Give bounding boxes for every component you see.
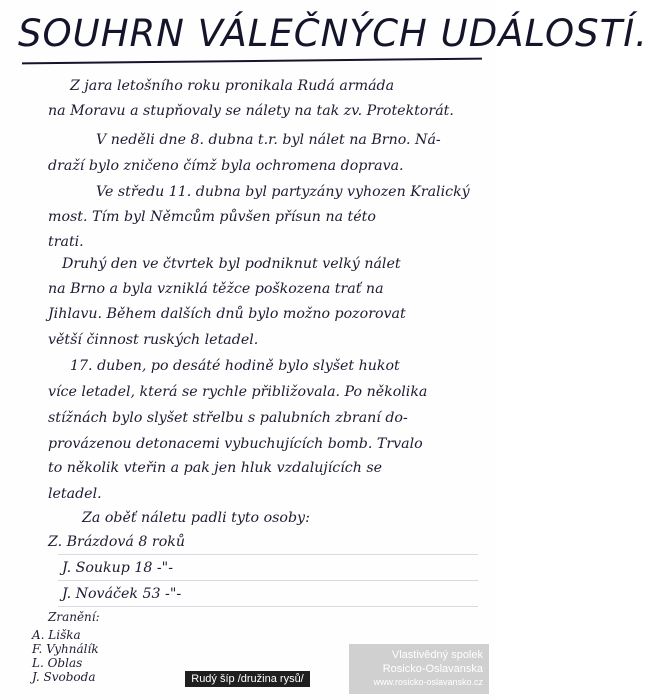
handwritten-line-text: trati. <box>48 234 84 250</box>
handwritten-line-text: stížnách bylo slyšet střelbu s palubních zbraní do- <box>48 410 408 426</box>
handwritten-line-text: A. Liška <box>32 628 81 642</box>
handwritten-line-text: více letadel, která se rychle přibližovala. Po několika <box>48 384 428 400</box>
handwritten-line-text: L. Oblas <box>32 656 83 670</box>
handwritten-line-text: J. Soukup 18 -"- <box>62 560 174 576</box>
handwritten-line-text: 17. duben, po desáté hodině bylo slyšet hukot <box>70 358 400 374</box>
handwritten-line-text: to několik vteřin a pak jen hluk vzdalujících se <box>48 460 383 476</box>
handwritten-line-text: Druhý den ve čtvrtek byl podniknut velký nálet <box>62 256 401 272</box>
handwritten-line-text: J. Nováček 53 -"- <box>62 586 182 602</box>
handwritten-line-text: Z jara letošního roku pronikala Rudá armáda <box>70 78 395 94</box>
handwritten-line-text: na Moravu a stupňovaly se nálety na tak zv. Protektorát. <box>48 103 454 119</box>
handwritten-line-text: Za oběť náletu padli tyto osoby: <box>82 510 310 526</box>
page-title: SOUHRN VÁLEČNÝCH UDÁLOSTÍ. <box>18 12 648 55</box>
handwritten-line-text: Zranění: <box>48 610 100 624</box>
handwritten-line-text: V neděli dne 8. dubna t.r. byl nálet na Brno. Ná- <box>96 132 441 148</box>
watermark-line-2: Rosicko-Oslavanska <box>382 663 483 675</box>
ruled-line <box>58 554 478 555</box>
handwritten-line-text: Jihlavu. Během dalších dnů bylo možno pozorovat <box>48 306 406 322</box>
watermark-line-3: www.rosicko-oslavansko.cz <box>373 677 483 687</box>
handwritten-line-text: J. Svoboda <box>32 670 96 684</box>
ruled-line <box>58 580 478 581</box>
handwritten-line-text: most. Tím byl Němcům půvšen přísun na této <box>48 209 376 225</box>
handwritten-line-text: Z. Brázdová 8 roků <box>48 534 185 550</box>
watermark-line-1: Vlastivědný spolek <box>391 649 483 661</box>
watermark <box>349 644 489 694</box>
handwritten-line-text: provázenou detonacemi vybuchujících bomb. Trvalo <box>48 436 423 452</box>
handwritten-line-text: draží bylo zničeno čímž byla ochromena doprava. <box>48 158 404 174</box>
handwritten-line-text: větší činnost ruských letadel. <box>48 332 259 348</box>
handwritten-line-text: letadel. <box>48 486 102 502</box>
handwritten-line-text: F. Vyhnálík <box>32 642 99 656</box>
handwritten-line-text: na Brno a byla vzniklá těžce poškozena trať na <box>48 281 384 297</box>
handwritten-line-text: Ve středu 11. dubna byl partyzány vyhozen Kralický <box>96 184 470 200</box>
footer-caption-text: Rudý šíp /družina rysů/ <box>185 671 310 687</box>
ruled-line <box>58 606 478 607</box>
